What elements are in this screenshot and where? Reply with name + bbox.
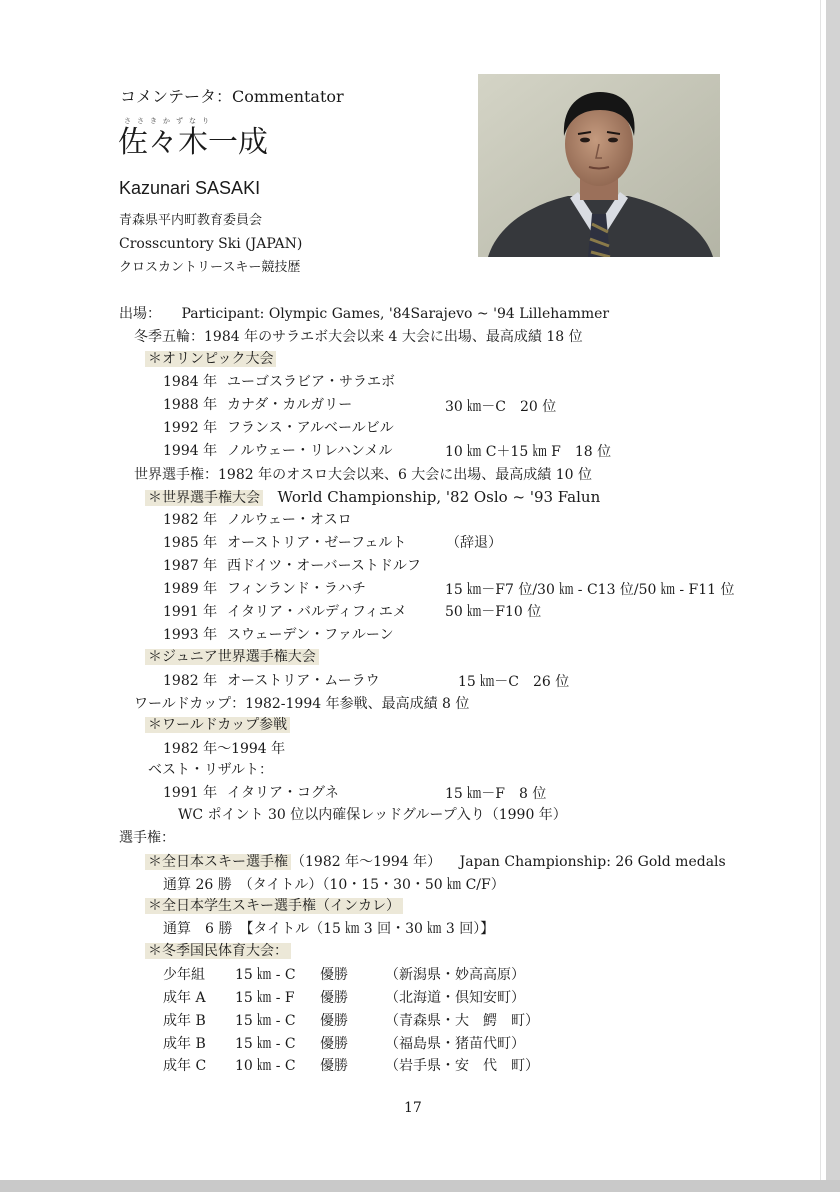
table-row: 15 ㎞ - C <box>235 967 296 983</box>
table-row: オーストリア・ゼーフェルト <box>227 535 407 551</box>
table-row: オーストリア・ムーラウ <box>227 673 380 689</box>
table-row: 優勝 <box>320 1013 348 1029</box>
name-english: Kazunari SASAKI <box>119 178 261 198</box>
worldcup-years: 1982 年～1994 年 <box>163 741 286 757</box>
table-row: （岩手県・安 代 町） <box>385 1058 539 1074</box>
national-label: 選手権： <box>119 830 175 846</box>
page-edge-line <box>820 0 821 1180</box>
role-label: コメンテータ：Commentator <box>120 87 344 106</box>
table-row: 優勝 <box>320 1036 348 1052</box>
table-row: 1989 年 <box>163 581 218 597</box>
world-title-en: World Championship, '82 Oslo ~ '93 Falun <box>277 488 601 506</box>
table-row: 1988 年 <box>163 397 218 413</box>
all-japan-title-text: ＊全日本スキー選手権 <box>145 854 291 870</box>
table-row: （青森県・大 鰐 町） <box>385 1013 539 1029</box>
participant-label: 出場： <box>119 306 161 322</box>
table-row: 成年 C <box>163 1058 207 1074</box>
name-ruby: ささきかずなり <box>124 117 215 125</box>
table-row: 少年組 <box>163 967 205 983</box>
all-japan-title <box>145 853 726 871</box>
olympics-title-text: ＊オリンピック大会 <box>145 351 276 367</box>
best-result-label: ベスト・リザルト： <box>148 762 274 778</box>
table-row: ノルウェー・オスロ <box>227 512 352 528</box>
all-japan-years: （1982 年～1994 年） <box>291 854 442 870</box>
table-row: 成年 B <box>163 1013 206 1029</box>
table-row: 成年 A <box>163 990 206 1006</box>
participant-heading-en: Participant: Olympic Games, '84Sarajevo ~ '94 Lillehammer <box>181 306 610 322</box>
page-edge-right <box>826 0 840 1192</box>
table-row: ユーゴスラビア・サラエボ <box>227 374 395 390</box>
table-row: フランス・アルベールビル <box>227 420 394 436</box>
table-row: 1987 年 <box>163 558 218 574</box>
all-japan-en: Japan Championship: 26 Gold medals <box>459 854 726 870</box>
table-row: （辞退） <box>446 535 502 551</box>
table-row: 15 ㎞ - F <box>235 990 295 1006</box>
table-row: 1991 年 <box>163 604 218 620</box>
table-row: 50 ㎞－F10 位 <box>445 604 542 620</box>
table-row: ノルウェー・リレハンメル <box>227 443 393 459</box>
table-row: 1991 年 <box>163 785 218 801</box>
table-row: スウェーデン・ファルーン <box>227 627 394 643</box>
organization: 青森県平内町教育委員会 <box>119 213 263 228</box>
table-row: 10 ㎞ - C <box>235 1058 296 1074</box>
table-row: 西ドイツ・オーバーストドルフ <box>227 558 421 574</box>
olympics-summary: 冬季五輪：1984 年のサラエボ大会以来 4 大会に出場、最高成績 18 位 <box>134 329 583 345</box>
portrait-photo <box>478 74 720 257</box>
table-row: 15 ㎞ - C <box>235 1013 296 1029</box>
table-row: 30 ㎞－C 20 位 <box>445 399 557 415</box>
table-row: 優勝 <box>320 967 348 983</box>
table-row: 15 ㎞－C 26 位 <box>458 674 570 690</box>
table-row: 成年 B <box>163 1036 206 1052</box>
table-row: 15 ㎞－F 8 位 <box>445 786 547 802</box>
table-row: 優勝 <box>320 990 348 1006</box>
table-row: 1982 年 <box>163 673 218 689</box>
student-detail: 通算 6 勝 【タイトル（15 ㎞ 3 回・30 ㎞ 3 回）】 <box>163 921 495 937</box>
sport-history: クロスカントリースキー競技歴 <box>119 260 301 275</box>
table-row: イタリア・バルディフィエメ <box>227 604 407 620</box>
table-row: 1993 年 <box>163 627 218 643</box>
table-row: （福島県・猪苗代町） <box>385 1036 525 1052</box>
all-japan-detail: 通算 26 勝 （タイトル）（10・15・30・50 ㎞ C/F） <box>163 877 505 893</box>
kokutai-title-text: ＊冬季国民体育大会： <box>145 943 291 959</box>
world-summary: 世界選手権：1982 年のオスロ大会以来、6 大会に出場、最高成績 10 位 <box>134 467 593 483</box>
participant-heading <box>119 305 609 323</box>
table-row: 10 ㎞ C＋15 ㎞ F 18 位 <box>445 444 612 460</box>
worldcup-note: WC ポイント 30 位以内確保レッドグループ入り（1990 年） <box>178 807 567 823</box>
world-section-title <box>145 488 600 507</box>
table-row: 15 ㎞ - C <box>235 1036 296 1052</box>
world-title-text: ＊世界選手権大会 <box>145 490 263 506</box>
table-row: イタリア・コグネ <box>227 785 339 801</box>
table-row: （北海道・倶知安町） <box>385 990 525 1006</box>
table-row: カナダ・カルガリー <box>227 397 353 413</box>
worldcup-summary: ワールドカップ：1982-1994 年参戦、最高成績 8 位 <box>134 696 470 712</box>
student-title <box>145 897 403 915</box>
table-row: 15 ㎞－F7 位/30 ㎞ - C13 位/50 ㎞ - F11 位 <box>445 582 735 598</box>
worldcup-section-title <box>145 716 290 734</box>
table-row: 1982 年 <box>163 512 218 528</box>
table-row: フィンランド・ラハチ <box>227 581 366 597</box>
junior-title-text: ＊ジュニア世界選手権大会 <box>145 649 319 665</box>
name-japanese: 佐々木一成 <box>118 125 268 160</box>
page-edge-bottom <box>0 1180 840 1192</box>
table-row: 1984 年 <box>163 374 218 390</box>
table-row: 1985 年 <box>163 535 218 551</box>
kokutai-title <box>145 942 291 960</box>
olympics-section-title <box>145 350 276 368</box>
table-row: 1994 年 <box>163 443 218 459</box>
table-row: 1992 年 <box>163 420 218 436</box>
student-title-text: ＊全日本学生スキー選手権（インカレ） <box>145 898 403 914</box>
worldcup-title-text: ＊ワールドカップ参戦 <box>145 717 290 733</box>
junior-section-title <box>145 648 319 666</box>
sport: Crosscuntory Ski (JAPAN) <box>119 236 303 252</box>
table-row: 優勝 <box>320 1058 348 1074</box>
page-number: 17 <box>404 1100 422 1116</box>
table-row: （新潟県・妙高高原） <box>385 967 525 983</box>
